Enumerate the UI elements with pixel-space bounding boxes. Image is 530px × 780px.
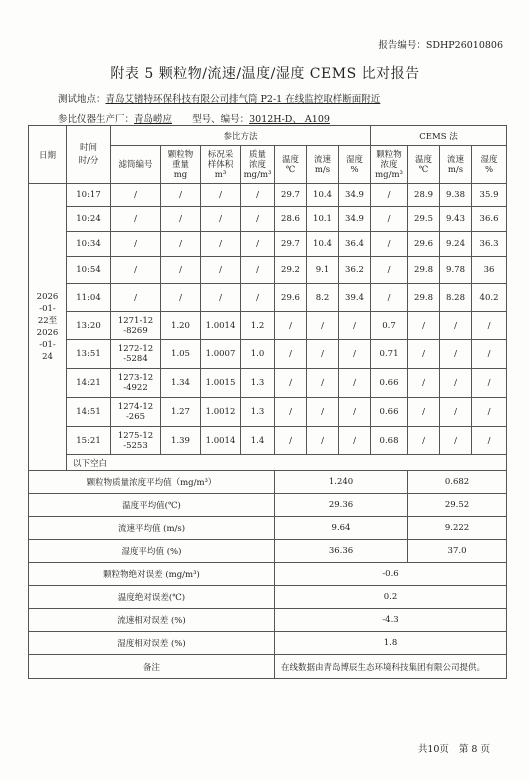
row-time: 11:04 [67, 284, 111, 312]
row-flow: 10.4 [307, 184, 339, 207]
row-filter: 1273-12 -4922 [111, 369, 161, 398]
row-cems-flow: 8.28 [440, 284, 472, 312]
row-cems-flow: 9.38 [440, 184, 472, 207]
row-time: 13:51 [67, 340, 111, 369]
row-volume: 1.0012 [201, 398, 241, 427]
row-temp: 29.7 [275, 232, 307, 257]
row-volume: 1.0014 [201, 312, 241, 340]
row-cems-temp: / [408, 340, 440, 369]
row-flow: / [307, 340, 339, 369]
row-filter: 1275-12 -5253 [111, 427, 161, 455]
row-cems-temp: / [408, 427, 440, 455]
summary-label: 温度平均值(℃) [29, 494, 275, 517]
row-time: 10:24 [67, 207, 111, 232]
row-hum: 34.9 [339, 184, 371, 207]
row-temp: 29.7 [275, 184, 307, 207]
row-cems-conc: / [371, 232, 408, 257]
row-cems-conc: 0.66 [371, 369, 408, 398]
row-volume: / [201, 257, 241, 284]
row-cems-conc: / [371, 207, 408, 232]
header-cems-temp: 温度 ℃ [408, 146, 440, 184]
model-value: 3012H-D、 A109 [249, 114, 330, 125]
row-flow: 9.1 [307, 257, 339, 284]
row-hum: 36.4 [339, 232, 371, 257]
row-filter: / [111, 184, 161, 207]
test-site-label: 测试地点： [58, 94, 106, 105]
row-filter: / [111, 207, 161, 232]
error-value: 1.8 [275, 632, 507, 655]
row-cems-hum: / [472, 312, 507, 340]
row-cems-flow: 9.78 [440, 257, 472, 284]
error-value: -0.6 [275, 563, 507, 586]
row-filter: / [111, 284, 161, 312]
row-conc: 1.2 [241, 312, 275, 340]
row-filter: 1274-12 -265 [111, 398, 161, 427]
row-weight: 1.39 [161, 427, 201, 455]
row-cems-flow: 9.43 [440, 207, 472, 232]
test-site [58, 91, 380, 105]
row-time: 14:51 [67, 398, 111, 427]
row-cems-conc: / [371, 284, 408, 312]
row-cems-temp: 28.9 [408, 184, 440, 207]
row-weight: 1.20 [161, 312, 201, 340]
row-hum: 34.9 [339, 207, 371, 232]
row-temp: / [275, 340, 307, 369]
row-temp: / [275, 398, 307, 427]
error-value: -4.3 [275, 609, 507, 632]
row-volume: / [201, 232, 241, 257]
header-cems-pm: 颗粒物 浓度 mg/m³ [371, 146, 408, 184]
summary-cems-value: 37.0 [408, 540, 507, 563]
header-pm-weight: 颗粒物 重量 mg [161, 146, 201, 184]
error-label: 湿度相对误差 (%) [29, 632, 275, 655]
row-flow: / [307, 427, 339, 455]
row-filter: 1272-12 -5284 [111, 340, 161, 369]
row-hum: / [339, 312, 371, 340]
header-date: 日期 [29, 126, 67, 184]
row-temp: / [275, 312, 307, 340]
row-flow: / [307, 369, 339, 398]
manufacturer-value: 青岛崂应 [134, 114, 173, 125]
row-weight: / [161, 184, 201, 207]
total-pages: 共10页 [417, 744, 449, 755]
row-cems-hum: 36.6 [472, 207, 507, 232]
row-cems-temp: 29.5 [408, 207, 440, 232]
row-cems-hum: 40.2 [472, 284, 507, 312]
row-conc: 1.0 [241, 340, 275, 369]
row-cems-temp: 29.6 [408, 232, 440, 257]
row-volume: / [201, 207, 241, 232]
row-cems-conc: 0.71 [371, 340, 408, 369]
header-temp: 温度 ℃ [275, 146, 307, 184]
row-cems-flow: / [440, 398, 472, 427]
row-weight: / [161, 284, 201, 312]
comparison-table [28, 125, 507, 679]
row-flow: 8.2 [307, 284, 339, 312]
row-weight: / [161, 257, 201, 284]
row-time: 15:21 [67, 427, 111, 455]
row-hum: / [339, 427, 371, 455]
row-cems-hum: / [472, 398, 507, 427]
row-conc: 1.3 [241, 369, 275, 398]
manufacturer-label: 参比仪器生产厂： [58, 114, 135, 125]
row-cems-hum: / [472, 340, 507, 369]
row-time: 10:34 [67, 232, 111, 257]
row-volume: 1.0015 [201, 369, 241, 398]
row-hum: / [339, 340, 371, 369]
row-cems-hum: / [472, 369, 507, 398]
blank-note: 以下空白 [67, 455, 507, 471]
row-cems-hum: / [472, 427, 507, 455]
row-weight: / [161, 232, 201, 257]
row-cems-conc: 0.7 [371, 312, 408, 340]
report-title: 附表 5 颗粒物/流速/温度/湿度 CEMS 比对报告 [110, 66, 420, 82]
row-conc: / [241, 207, 275, 232]
row-cems-temp: 29.8 [408, 257, 440, 284]
row-temp: / [275, 369, 307, 398]
header-cems-method: CEMS 法 [371, 126, 507, 146]
date-cell: 2026 -01- 22至 2026 -01- 24 [29, 184, 67, 471]
header-std-volume: 标况采 样体积 m³ [201, 146, 241, 184]
header-reference-method: 参比方法 [111, 126, 371, 146]
row-cems-temp: / [408, 312, 440, 340]
report-number: 报告编号：SDHP26010806 [378, 40, 503, 51]
row-cems-flow: / [440, 340, 472, 369]
row-filter: 1271-12 -8269 [111, 312, 161, 340]
header-flow: 流速 m/s [307, 146, 339, 184]
remark-value: 在线数据由青岛博辰生态环境科技集团有限公司提供。 [275, 655, 507, 679]
row-cems-hum: 36 [472, 257, 507, 284]
row-conc: / [241, 184, 275, 207]
row-conc: / [241, 284, 275, 312]
summary-ref-value: 36.36 [275, 540, 408, 563]
row-cems-conc: / [371, 257, 408, 284]
row-temp: 28.6 [275, 207, 307, 232]
summary-cems-value: 9.222 [408, 517, 507, 540]
row-cems-hum: 35.9 [472, 184, 507, 207]
row-weight: 1.27 [161, 398, 201, 427]
row-hum: 39.4 [339, 284, 371, 312]
header-mass-conc: 质量 浓度 mg/m³ [241, 146, 275, 184]
error-label: 颗粒物绝对误差 (mg/m³) [29, 563, 275, 586]
row-volume: 1.0014 [201, 427, 241, 455]
row-volume: / [201, 184, 241, 207]
test-site-value: 青岛艾镨特环保科技有限公司排气筒 P2-1 在线监控取样断面附近 [105, 94, 381, 105]
current-page: 第 8 页 [458, 744, 490, 755]
page-footer [408, 741, 490, 755]
summary-label: 颗粒物质量浓度平均值（mg/m³） [29, 471, 275, 494]
summary-ref-value: 29.36 [275, 494, 408, 517]
row-time: 10:54 [67, 257, 111, 284]
row-cems-conc: / [371, 184, 408, 207]
instrument-info [58, 111, 330, 125]
remark-label: 备注 [29, 655, 275, 679]
row-cems-conc: 0.66 [371, 398, 408, 427]
header-cems-flow: 流速 m/s [440, 146, 472, 184]
row-temp: / [275, 427, 307, 455]
model-label: 型号、编号： [192, 114, 250, 125]
header-humidity: 湿度 % [339, 146, 371, 184]
row-weight: 1.34 [161, 369, 201, 398]
row-flow: / [307, 398, 339, 427]
row-cems-hum: 36.3 [472, 232, 507, 257]
row-time: 14:21 [67, 369, 111, 398]
row-filter: / [111, 232, 161, 257]
summary-ref-value: 9.64 [275, 517, 408, 540]
row-cems-temp: / [408, 398, 440, 427]
header-cems-humidity: 湿度 % [472, 146, 507, 184]
row-time: 13:20 [67, 312, 111, 340]
row-conc: 1.3 [241, 398, 275, 427]
row-hum: / [339, 369, 371, 398]
row-volume: 1.0007 [201, 340, 241, 369]
summary-ref-value: 1.240 [275, 471, 408, 494]
summary-cems-value: 0.682 [408, 471, 507, 494]
row-flow: / [307, 312, 339, 340]
header-filter: 滤筒编号 [111, 146, 161, 184]
summary-label: 湿度平均值 (%) [29, 540, 275, 563]
row-cems-temp: 29.8 [408, 284, 440, 312]
row-filter: / [111, 257, 161, 284]
row-conc: / [241, 232, 275, 257]
error-label: 流速相对误差 (%) [29, 609, 275, 632]
summary-cems-value: 29.52 [408, 494, 507, 517]
row-conc: 1.4 [241, 427, 275, 455]
row-time: 10:17 [67, 184, 111, 207]
row-cems-temp: / [408, 369, 440, 398]
row-volume: / [201, 284, 241, 312]
row-temp: 29.6 [275, 284, 307, 312]
row-flow: 10.1 [307, 207, 339, 232]
row-temp: 29.2 [275, 257, 307, 284]
row-cems-flow: / [440, 312, 472, 340]
row-weight: / [161, 207, 201, 232]
error-label: 温度绝对误差(℃) [29, 586, 275, 609]
row-weight: 1.05 [161, 340, 201, 369]
summary-label: 流速平均值 (m/s) [29, 517, 275, 540]
row-cems-flow: / [440, 369, 472, 398]
row-hum: / [339, 398, 371, 427]
row-cems-flow: / [440, 427, 472, 455]
error-value: 0.2 [275, 586, 507, 609]
row-cems-flow: 9.24 [440, 232, 472, 257]
row-conc: / [241, 257, 275, 284]
row-cems-conc: 0.68 [371, 427, 408, 455]
row-hum: 36.2 [339, 257, 371, 284]
header-time: 时间 时/分 [67, 126, 111, 184]
row-flow: 10.4 [307, 232, 339, 257]
